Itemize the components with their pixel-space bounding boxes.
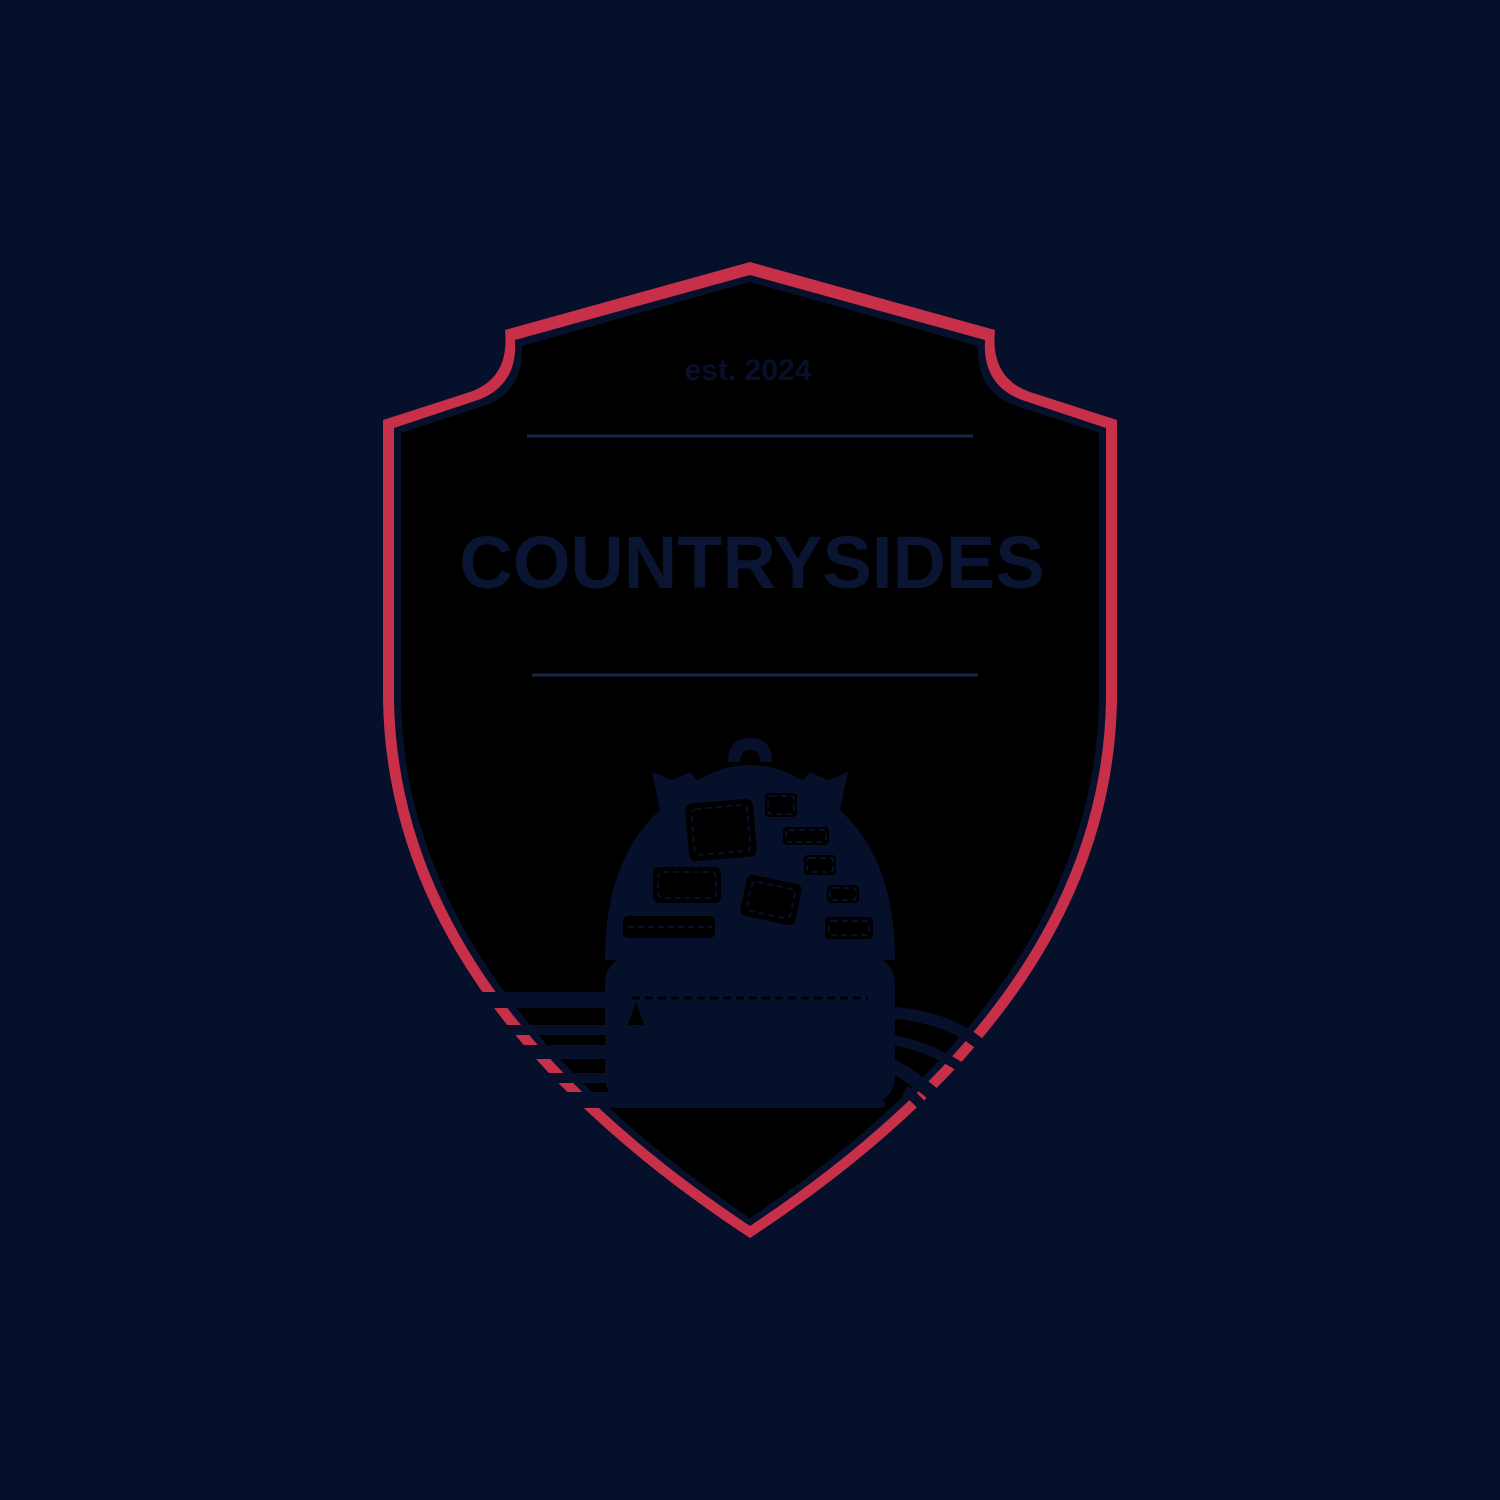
est-label: est. 2024 — [684, 354, 812, 387]
brand-name: COUNTRYSIDES — [459, 521, 1045, 604]
